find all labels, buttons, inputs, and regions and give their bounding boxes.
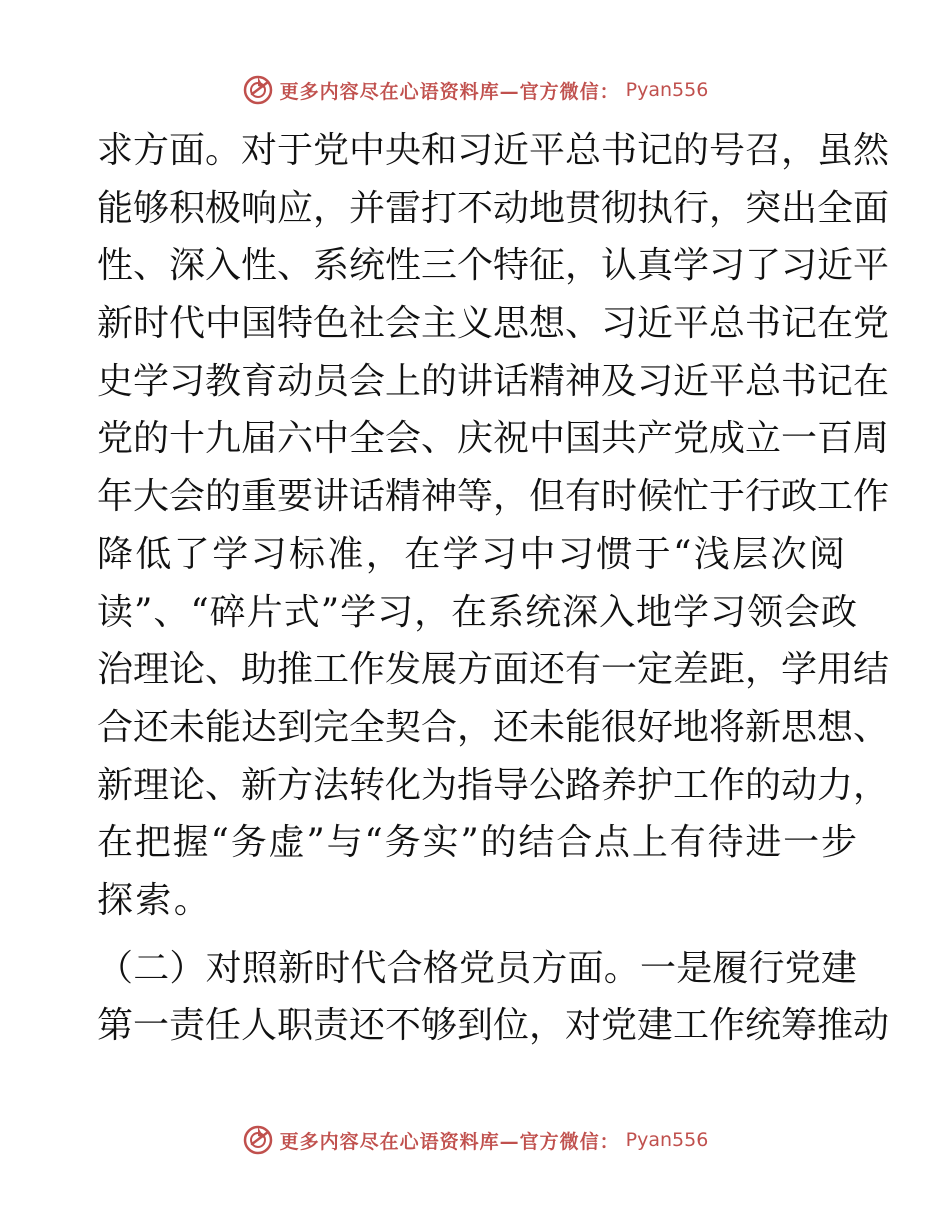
text-line: 能够积极响应，并雷打不动地贯彻执行，突出全面 <box>97 187 890 229</box>
text-line: 新理论、新方法转化为指导公路养护工作的动力， <box>97 764 890 806</box>
text-line: 治理论、助推工作发展方面还有一定差距，学用结 <box>97 649 890 691</box>
text-line: 新时代中国特色社会主义思想、习近平总书记在党 <box>97 303 890 345</box>
text-line: 第一责任人职责还不够到位，对党建工作统筹推动 <box>97 1005 890 1047</box>
text-line: 在把握“务虚”与“务实”的结合点上有待进一步 <box>97 822 857 864</box>
paragraph <box>97 940 890 1055</box>
text-line: 读”、“碎片式”学习，在系统深入地学习领会政 <box>97 591 857 633</box>
text-line: （二）对照新时代合格党员方面。一是履行党建 <box>97 947 857 989</box>
watermark-contact: Pyan556 <box>625 1129 709 1151</box>
footer-watermark <box>0 1120 950 1160</box>
watermark-contact: Pyan556 <box>625 79 709 101</box>
brand-logo-icon <box>242 1124 274 1156</box>
watermark-text: 更多内容尽在心语资料库—官方微信： <box>279 80 620 103</box>
text-line: 性、深入性、系统性三个特征，认真学习了习近平 <box>97 245 890 287</box>
text-line: 合还未能达到完全契合，还未能很好地将新思想、 <box>97 706 890 748</box>
header-watermark <box>0 70 950 110</box>
document-body <box>97 122 890 1055</box>
watermark-text: 更多内容尽在心语资料库—官方微信： <box>279 1130 620 1153</box>
text-line: 求方面。对于党中央和习近平总书记的号召，虽然 <box>97 130 890 171</box>
brand-logo-icon <box>242 74 274 106</box>
text-line: 降低了学习标准，在学习中习惯于“浅层次阅 <box>97 533 848 575</box>
text-line: 探索。 <box>97 879 213 921</box>
paragraph <box>97 122 890 930</box>
text-line: 史学习教育动员会上的讲话精神及习近平总书记在 <box>97 360 890 402</box>
text-line: 年大会的重要讲话精神等，但有时候忙于行政工作 <box>97 476 890 518</box>
text-line: 党的十九届六中全会、庆祝中国共产党成立一百周 <box>97 418 890 460</box>
